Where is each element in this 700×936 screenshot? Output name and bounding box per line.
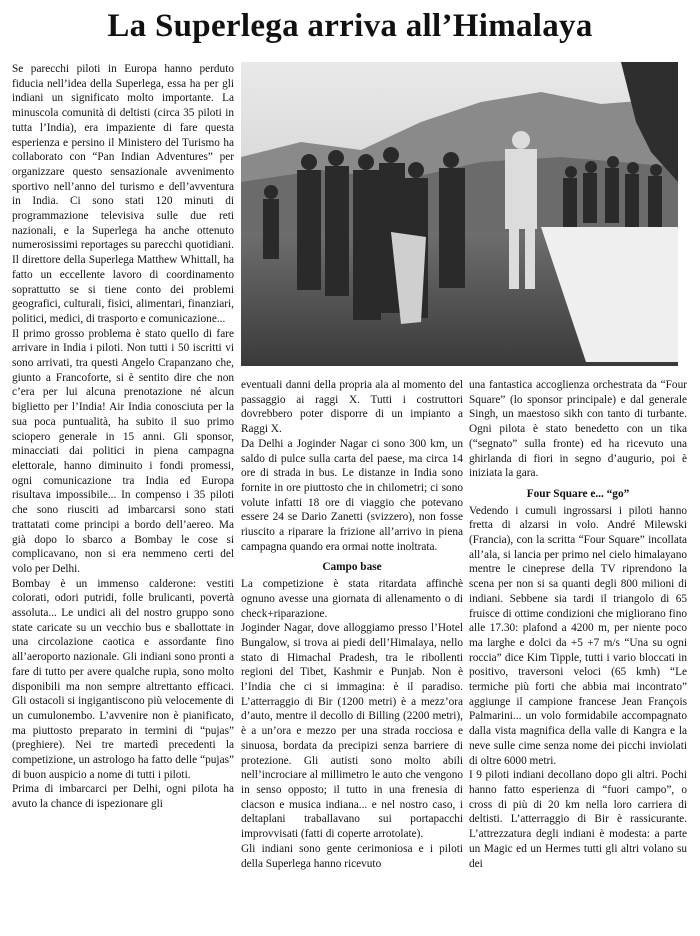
paragraph: una fantastica accoglienza orchestrata da “Four Square” (lo sponsor principale) e dal generale Singh, un maestoso sikh con tanto di turbante. Ogni pilota è stato benedetto con un tika (“segnato” sulla fronte) ed ha ricevuto una ghirlanda di fiori in segno d’augurio, poi è iniziata la gara.: [469, 379, 687, 480]
text-column-3: [469, 378, 687, 930]
article-title: La Superlega arriva all’Himalaya: [107, 8, 593, 44]
paragraph: Joginder Nagar, dove alloggiamo presso l’Hotel Bungalow, si trova ai piedi dell’Himalaya, nello stato di Himachal Pradesh, tra le ribollenti regioni del Tibet, Kashmir e Punjab. Non è l’India che ci si immagina: è il paradiso. L’atterraggio di Bir (1200 metri) è a mezz’ora d’auto, mentre il decollo di Billing (2200 metri), è a un’ora e mezzo per una strada rocciosa e sinuosa, bordata da precipizi senza barriere di protezione. Gli autisti sono molto abili nell’incrociare al millimetro le auto che vengono in senso opposto; il tutto in una frenesia di clacson e musica indiana... e nel nostro caso, i deltaplani traballavano sui portapacchi improvvisati (fatti di coperte arrotolate).: [241, 622, 463, 841]
paragraph: Se parecchi piloti in Europa hanno perduto fiducia nell’idea della Superlega, essa ha per gli indiani un significato molto importante. La minuscola comunità di deltisti (circa 35 piloti in tutta l’India), era impaziente di fare questa esperienza e persino il Ministero del Turismo ha collaborato con “Pan Indian Adventures” per organizzare questo sensazionale avvenimento sportivo nell’anno del turismo e dell’avventura in India. Ci sono stati 120 minuti di programmazione televisiva sulle due reti nazionali, e la Superlega ha anche ottenuto numerosissimi reportages su parecchi quotidiani. Il direttore della Superlega Matthew Whittall, ha fatto un eccellente lavoro di coordinamento soprattutto se si tiene conto dei problemi geografici, culturali, fisici, alimentari, finanziari, politici, medici, di trasporto e comunicazione...: [12, 63, 234, 325]
paragraph: Da Delhi a Joginder Nagar ci sono 300 km, un saldo di pulce sulla carta del paese, ma circa 14 ore di strada in bus. Le distanze in India sono fornite in ore piuttosto che in chilometri; ci sono volute infatti 18 ore di viaggio che potevano essere 24 se Dario Zanetti (svizzero), non fosse riuscito a riparare la frizione all’arrivo in piena campagna quando era ormai notte inoltrata.: [241, 437, 463, 553]
paragraph: I 9 piloti indiani decollano dopo gli altri. Pochi hanno fatto esperienza di “fuori campo”, o cross di più di 20 km nella loro carriera di deltisti. L’atterraggio di Bir è rassicurante. L’attrezzatura degli indiani è modesta: a parte un Magic ed un Hermes tutti gli altri volano su dei: [469, 769, 687, 870]
paragraph: eventuali danni della propria ala al momento del passaggio ai raggi X. Tutti i costruttori dovrebbero poter disporre di un impianto a Raggi X.: [241, 379, 463, 436]
text-column-1: [12, 62, 234, 930]
paragraph: Vedendo i cumuli ingrossarsi i piloti hanno fretta di alzarsi in volo. André Milewski (Francia), con la scritta “Four Square” incollata all’ala, si lancia per primo nel cielo himalayano mentre le cineprese della TV riprendono la scena per non si sa quanti degli 800 milioni di indiani. Sebbene sia tardi il triangolo di 65 fruisce di ottime condizioni che migliorano fino alle 17.30: plafond a 4200 m, per niente poco ma larghe e dolci da +5 +7 m/s “Una su ogni roccia” dice Kim Tipple, tutti i vario bloccati in positivo, traversoni veloci (65 kmh) “Le termiche più forti che abbia mai incontrato” aggiunge il campione francese Jean François Palmarini... un volo formidabile accompagnato dalla vista magnifica della valle di Kangra e la neve sulle cime senza nome dei picchi inviolati di oltre 6000 metri.: [469, 504, 687, 767]
paragraph: La competizione è stata ritardata affinchè ognuno avesse una giornata di allenamento o di check+riparazione.: [241, 578, 463, 620]
paragraph: Prima di imbarcarci per Delhi, ogni pilota ha avuto la chance di ispezionare gli: [12, 783, 234, 811]
section-heading: Four Square e... “go”: [526, 487, 630, 500]
photo-image: [241, 62, 678, 366]
paragraph: Il primo grosso problema è stato quello di fare arrivare in India i piloti. Non tutti i 50 iscritti vi sono arrivati, tra questi Angelo Crapanzano che, giunto a Francoforte, si è sentito dire che non c’era per lui alcuna prenotazione né alcun biglietto per l’India! Air India conosciuta per la sua poca puntualità, ha subito il suo primo sciopero generale in 15 anni. Gli sponsor, minacciati dai politici in piena campagna elettorale, hanno diminuito i fondi promessi, ogni comunicazione tra India ed Europa risultava impossibile... In compenso i 35 piloti che sono riusciti ad imbarcarsi sono stati trattatati come principi a bordo dell’aereo. Ma già dopo lo sbarco a Bombay le cose si complicavano, non si era nemmeno certi del volo per Delhi.: [12, 327, 234, 575]
paragraph: Gli indiani sono gente cerimoniosa e i piloti della Superlega hanno ricevuto: [241, 842, 463, 870]
text-column-2: [241, 378, 463, 930]
paragraph: Bombay è un immenso calderone: vestiti colorati, odori putridi, folle brulicanti, povertà assoluta... Le undici ali del nostro gruppo sono state caricate su un vecchio bus e sballottate in una circolazione caotica e assordante fino all’aeroporto nazionale. Gli indiani sono pronti a fare di tutto per avere qualche rupia, sono molto disponibili ma non sempre altrettanto efficaci. Gli ostacoli si ingigantiscono più velocemente di un cumulonembo. L’avvenire non è pianificato, ma piuttosto preparato in termini di “pujas” (preghiere). Nei tre martedì precedenti la competizione, un astrologo ha fatto delle “pujas” di buon auspicio a nome di tutti i piloti.: [12, 577, 234, 781]
section-heading: Campo base: [322, 561, 382, 574]
crowd-photo: [241, 62, 678, 366]
